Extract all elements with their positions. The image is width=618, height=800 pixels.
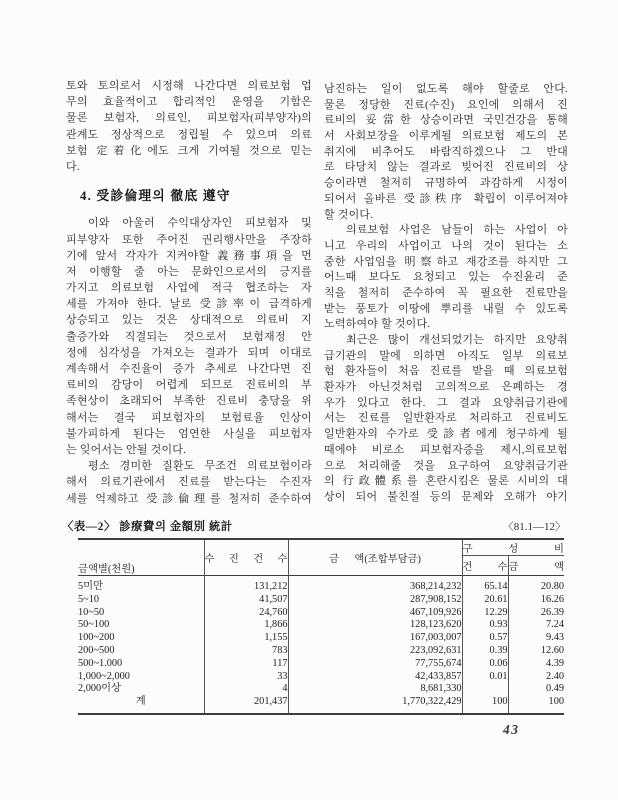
table-cell: 77,755,674: [288, 658, 462, 671]
text-line: 는 잊어서는 안될 것이다.: [66, 443, 187, 456]
table-cell: 287,908,152: [288, 594, 462, 607]
text-line: 로 타당치 않는 결과로 빚어진 진료비의 상: [324, 161, 568, 174]
text-line: 할 것이다.: [324, 208, 374, 221]
section-heading: 4. 受診倫理의 徹底 遵守: [80, 189, 231, 204]
table-period-label: 〈81.1—12〉: [502, 521, 566, 533]
table-cell: 1,155: [204, 632, 288, 645]
table-row: [78, 683, 564, 696]
table-cell: 24,760: [204, 607, 288, 620]
text-line: 족현상이 초래되어 부족한 진료비 충당을 위: [66, 395, 312, 408]
table-cell: 368,214,232: [288, 576, 462, 594]
table-cell: 0.93: [462, 619, 508, 632]
text-line: 노력하여야 할 것이다.: [324, 318, 431, 331]
table-cell: 200~500: [78, 645, 204, 658]
text-line: 우가 있다고 한다. 그 결과 요양취급기관에: [324, 396, 568, 409]
medical-fee-statistics-table: [78, 538, 564, 715]
table-cell: 9.43: [545, 632, 564, 644]
table-cell: 0.06: [462, 658, 508, 671]
text-line: 때에야 비로소 피보험자증을 제시,의료보험: [324, 443, 568, 456]
text-column-right: [324, 82, 568, 506]
text-line: 료비의 妥當한 상승이라면 국민건강을 통해: [324, 114, 568, 127]
text-line: 물론 보험자, 의료인, 피보험자(피부양자)의: [66, 112, 312, 125]
text-line: 상승되고 있는 것은 상대적으로 의료비 지: [66, 314, 312, 327]
table-cell: 12.29: [462, 607, 508, 620]
header-case-count: 수 진 건 수: [204, 539, 288, 576]
table-header: [78, 539, 564, 576]
table-cell: 7.24: [545, 619, 564, 631]
table-cell: 1,866: [204, 619, 288, 632]
table-cell: 0.49: [545, 683, 564, 695]
text-line: 가지고 의료보험 사업에 적극 협조하는 자: [66, 282, 312, 295]
table-cell: 8,681,330: [288, 683, 462, 696]
table-cell: 10~50: [78, 607, 204, 620]
table-cell: 계: [78, 696, 204, 714]
text-line: 최근은 많이 개선되었기는 하지만 요양취: [346, 334, 568, 346]
table-cell: 201,437: [204, 696, 288, 714]
table-row: [78, 658, 564, 671]
table-row: [78, 576, 564, 594]
header-amount: 금 액(조합부담금): [288, 539, 462, 576]
table-cell: 0.57: [462, 632, 508, 645]
text-line: 상이 되어 불친절 등의 문제와 오해가 야기: [324, 490, 568, 503]
text-line: 계속해서 수진율이 증가 추세로 나간다면 진: [66, 363, 312, 376]
text-line: 세를 억제하고 受診倫理를 철저히 준수하여: [66, 492, 312, 505]
text-line: 험 환자들이 처음 진료를 받을 때 의료보험: [324, 365, 568, 378]
table-cell: 41,507: [204, 594, 288, 607]
text-line: 세를 가져야 한다. 날로 受診率이 급격하게: [66, 298, 312, 311]
table-cell: 1,770,322,429: [288, 696, 462, 714]
text-line: 승이라면 철저히 규명하여 과감하게 시정이: [324, 177, 568, 190]
table-cell: 16.26: [540, 593, 564, 605]
text-line: 취지에 비추어도 바람직하겠으나 그 반대: [324, 145, 568, 158]
table-cell: 100~200: [78, 632, 204, 645]
table-cell: 65.14: [462, 576, 508, 594]
table-cell: 783: [204, 645, 288, 658]
text-line: 정에 심각성을 가져오는 결과가 되며 이대로: [66, 346, 312, 359]
text-line: 칙을 철저히 준수하여 꼭 필요한 진료만을: [324, 286, 568, 299]
table-cell: 0.01: [462, 671, 508, 684]
text-line: 환자가 아닌것처럼 고의적으로 은폐하는 경: [324, 381, 568, 394]
table-cell: 131,212: [204, 576, 288, 594]
text-line: 급기관의 말에 의하면 아직도 일부 의료보: [324, 349, 568, 362]
text-line: 서 사회보장을 이루게될 의료보험 제도의 본: [324, 130, 568, 143]
text-line: 기에 앞서 각자가 지켜야할 義務事項을 먼: [66, 249, 312, 262]
table-cell: 167,003,007: [288, 632, 462, 645]
text-line: 평소 경미한 질환도 무조건 의료보험이라: [88, 460, 312, 473]
text-column-left: [66, 78, 312, 507]
table-cell: 2,000이상: [78, 683, 204, 696]
text-line: 일반환자의 수가로 受診者에게 청구하게 될: [324, 428, 568, 441]
text-line: 되어서 올바른 受診秩序 확립이 이루어져야: [324, 192, 568, 205]
text-line: 해서는 결국 피보험자의 보험료율 인상이: [66, 411, 312, 424]
table-row: [78, 645, 564, 658]
text-line: 물론 정당한 진료(수진) 요인에 의해서 진: [324, 98, 568, 111]
header-sub-count: 건 수: [462, 556, 508, 576]
text-line: 받는 풍토가 이땅에 뿌리를 내릴 수 있도록: [324, 302, 568, 315]
text-line: 출증가와 직결되는 것으로서 보험재정 안: [66, 330, 312, 343]
table-cell: 26.39: [540, 606, 564, 618]
table-cell: 500~1.000: [78, 658, 204, 671]
table-cell: 12.60: [540, 644, 564, 656]
table-row: [78, 632, 564, 645]
table-cell: 4: [204, 683, 288, 696]
text-line: 불가피하게 된다는 엄연한 사실을 피보험자: [66, 427, 312, 440]
table-caption-row: [62, 518, 566, 534]
table-caption: 〈表—2〉 診療費의 金額別 統計: [62, 521, 233, 533]
text-line: 무의 효율적이고 합리적인 운영을 기함은: [66, 96, 312, 109]
table-cell: 20.61: [462, 594, 508, 607]
text-line: 어느때 보다도 요청되고 있는 수진윤리 준: [324, 271, 568, 284]
table-row: [78, 671, 564, 684]
text-line: 서는 진료를 일반환자로 처리하고 진료비도: [324, 412, 568, 425]
table-cell: 2.40: [545, 670, 564, 682]
table-cell: 50~100: [78, 619, 204, 632]
table-cell: 20.80: [540, 581, 564, 592]
page-number: 43: [503, 722, 520, 737]
text-line: 토와 토의로서 시정해 나간다면 의료보험 업: [66, 80, 312, 92]
table-cell: 5미만: [78, 576, 204, 594]
text-line: 보험 定着化에도 크게 기여될 것으로 믿는: [66, 144, 312, 157]
text-line: 의 行政體系를 혼란시킴은 물론 시비의 대: [324, 475, 568, 488]
table-cell: 467,109,926: [288, 607, 462, 620]
table-cell: 5~10: [78, 594, 204, 607]
table-row: [78, 696, 564, 714]
header-sub-amount: 금 액: [508, 562, 564, 573]
table-cell: 128,123,620: [288, 619, 462, 632]
table-cell: 0.39: [462, 645, 508, 658]
text-line: 료비의 감당이 어렵게 되므로 진료비의 부: [66, 379, 312, 392]
table-cell: 42,433,857: [288, 671, 462, 684]
text-line: 의료보험 사업은 남들이 하는 사업이 아: [346, 224, 568, 237]
table-cell: 223,092,631: [288, 645, 462, 658]
text-line: 으로 처리해줄 것을 요구하여 요양취급기관: [324, 459, 568, 472]
table-cell: 100: [548, 696, 564, 708]
table-body: [78, 576, 564, 714]
text-line: 관계도 정상적으로 정립될 수 있으며 의료: [66, 128, 312, 141]
text-line: 남진하는 일이 없도록 해야 할줄로 안다.: [324, 83, 568, 95]
table-cell: 100: [462, 696, 508, 714]
table-row: [78, 619, 564, 632]
text-line: 니고 우리의 사업이고 나의 것이 된다는 소: [324, 239, 568, 252]
table-row: [78, 607, 564, 620]
text-line: 이와 아울러 수익대상자인 피보험자 및: [88, 217, 312, 230]
text-line: 중한 사업임을 明察하고 재강조를 하지만 그: [324, 255, 568, 268]
header-amount-class: 금액별(천원): [78, 539, 204, 576]
table-cell: 4.39: [545, 657, 564, 669]
table-cell: [462, 683, 508, 696]
text-line: 피부양자 또한 주어진 권리행사만을 주장하: [66, 233, 312, 246]
text-line: 다.: [66, 160, 80, 173]
table-cell: 1,000~2,000: [78, 671, 204, 684]
table-row: [78, 594, 564, 607]
table-cell: 33: [204, 671, 288, 684]
text-line: 해서 의료기관에서 진료를 받는다는 수진자: [66, 476, 312, 489]
text-line: 저 이행할 줄 아는 문화인으로서의 긍지를: [66, 265, 312, 278]
table-cell: 117: [204, 658, 288, 671]
header-composition-ratio: 구 성 비: [462, 539, 564, 556]
